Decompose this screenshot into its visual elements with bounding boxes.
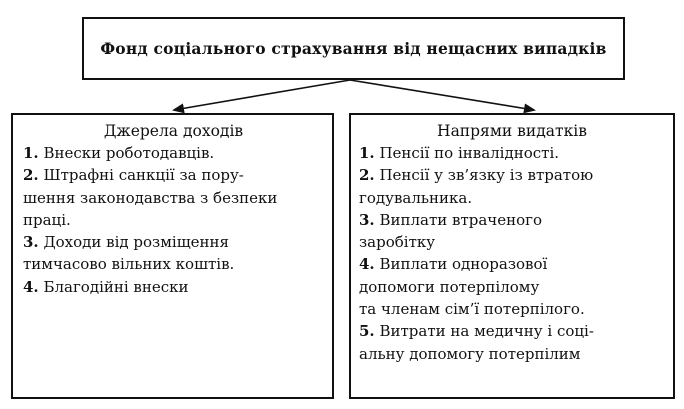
- expense-directions-box: [349, 113, 675, 399]
- income-item: [23, 276, 324, 298]
- fund-title-box: [82, 17, 625, 80]
- expense-item-text: Витрати на медичну і соці- альну допомогу потерпілим: [359, 322, 594, 363]
- expense-item: [359, 142, 665, 164]
- income-sources-box: [11, 113, 334, 399]
- income-item: [23, 164, 324, 231]
- expense-item: [359, 253, 665, 320]
- expense-item-text: Пенсії у зв’язку із втратою годувальника.: [359, 166, 594, 207]
- income-item-number: 1.: [23, 144, 39, 162]
- income-sources-title: Джерела доходів: [103, 122, 244, 140]
- expense-item-text: Виплати втраченого заробітку: [359, 210, 543, 252]
- expense-item: [359, 164, 665, 209]
- expense-item-text: Виплати одноразової допомоги потерпілому та членам сім’ї потерпілого.: [359, 255, 585, 319]
- income-item: [23, 231, 324, 276]
- arrow-to-income: [174, 80, 350, 110]
- expense-item: [359, 209, 665, 254]
- expense-item-number: 4.: [359, 255, 375, 274]
- fund-title: Фонд соціального страхування від нещасних випадків: [100, 39, 607, 58]
- expense-item-number: 3.: [359, 210, 375, 229]
- income-item-text: Штрафні санкції за пору- шення законодавства з безпеки праці.: [23, 166, 278, 229]
- expense-item: [359, 320, 665, 365]
- income-item-number: 2.: [23, 166, 39, 185]
- income-item: [23, 142, 324, 164]
- expense-item-text: Пенсії по інвалідності.: [379, 144, 560, 162]
- income-item-number: 3.: [23, 233, 39, 252]
- income-item-text: Доходи від розміщення тимчасово вільних коштів.: [23, 233, 235, 274]
- income-item-text: Внески роботодавців.: [43, 144, 215, 162]
- expense-item-number: 1.: [359, 144, 375, 162]
- expense-directions-title: Напрями видатків: [437, 122, 587, 140]
- arrow-to-expenses: [350, 80, 534, 110]
- income-item-text: Благодійні внески: [43, 277, 189, 296]
- income-item-number: 4.: [23, 277, 39, 296]
- expense-item-number: 5.: [359, 322, 375, 341]
- expense-item-number: 2.: [359, 166, 375, 185]
